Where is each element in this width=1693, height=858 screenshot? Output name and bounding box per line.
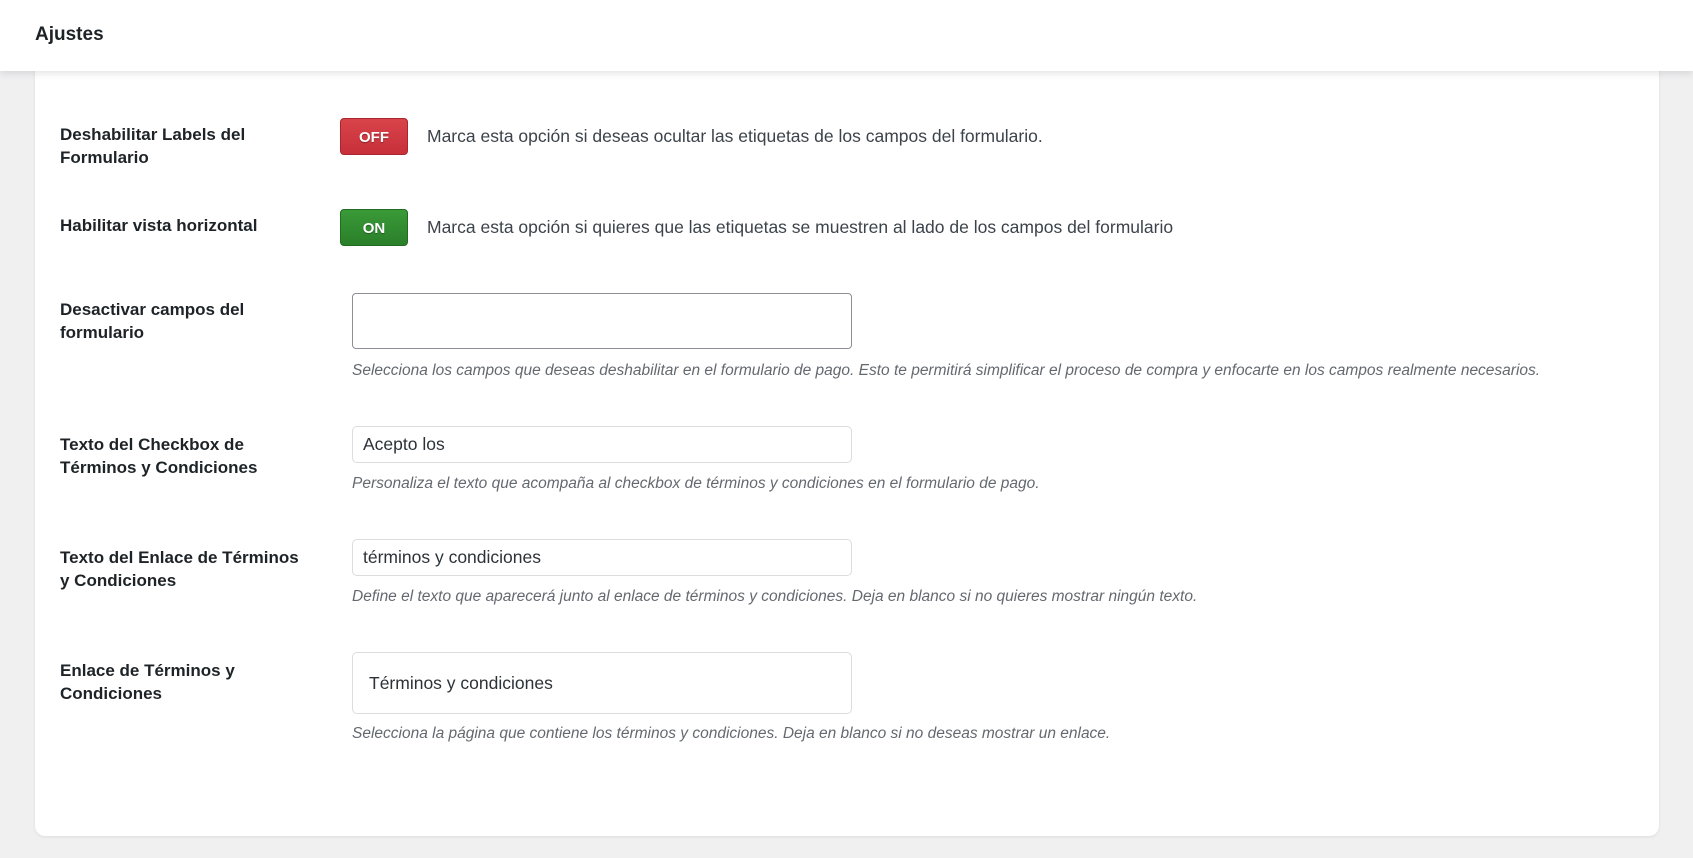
setting-label-checkbox-text: Texto del Checkbox de Términos y Condiciones xyxy=(60,435,258,477)
checkbox-text-input[interactable] xyxy=(352,426,852,463)
link-text-input[interactable] xyxy=(352,539,852,576)
setting-label-disable-labels: Deshabilitar Labels del Formulario xyxy=(60,125,246,167)
setting-label-terms-link: Enlace de Términos y Condiciones xyxy=(60,661,235,703)
disable-fields-multiselect[interactable] xyxy=(352,293,852,349)
page-title: Ajustes xyxy=(35,24,104,45)
terms-page-select[interactable]: Términos y condiciones xyxy=(352,652,852,714)
terms-link-help: Selecciona la página que contiene los términos y condiciones. Deja en blanco si no deseas mostrar un enlace. xyxy=(352,725,1111,742)
disable-labels-description: Marca esta opción si deseas ocultar las etiquetas de los campos del formulario. xyxy=(427,126,1043,146)
disable-fields-help: Selecciona los campos que deseas deshabilitar en el formulario de pago. Esto te permitirá simplificar el proceso de compra y enfocarte en los campos realmente necesarios. xyxy=(352,362,1541,379)
setting-label-link-text: Texto del Enlace de Términos y Condiciones xyxy=(60,548,299,590)
checkbox-text-help: Personaliza el texto que acompaña al checkbox de términos y condiciones en el formulario de pago. xyxy=(352,475,1040,492)
disable-labels-toggle[interactable]: OFF xyxy=(340,118,408,155)
setting-label-horizontal-view: Habilitar vista horizontal xyxy=(60,216,258,235)
horizontal-view-toggle[interactable]: ON xyxy=(340,209,408,246)
link-text-help: Define el texto que aparecerá junto al enlace de términos y condiciones. Deja en blanco si no quieres mostrar ningún texto. xyxy=(352,588,1198,605)
horizontal-view-description: Marca esta opción si quieres que las etiquetas se muestren al lado de los campos del formulario xyxy=(427,217,1174,237)
setting-label-disable-fields: Desactivar campos del formulario xyxy=(60,300,245,342)
top-bar xyxy=(0,0,1693,71)
